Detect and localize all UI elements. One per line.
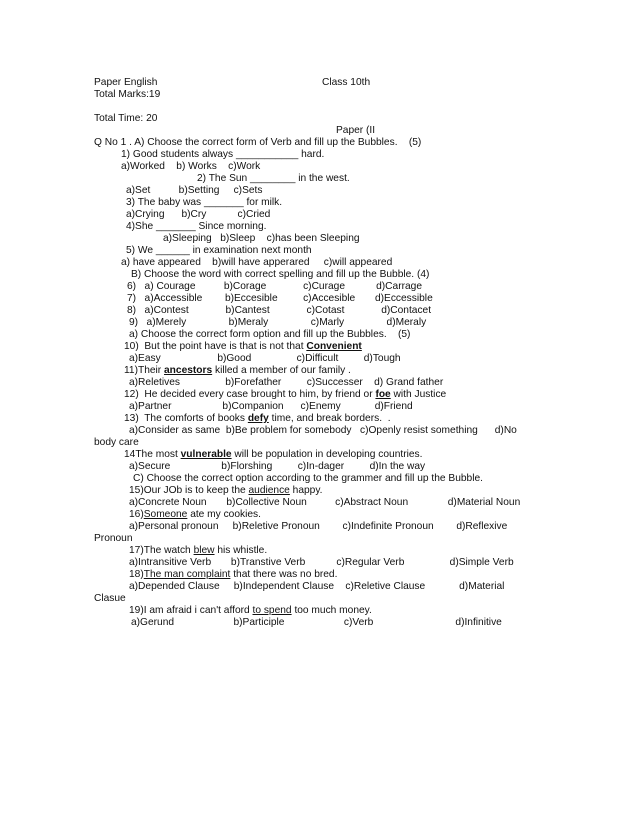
item-16-number: 16) [129,509,144,520]
item-10-keyword: Convenient [306,341,362,352]
question-1-heading: Q No 1 . A) Choose the correct form of Verb and fill up the Bubbles. (5) [94,137,422,148]
item-12-text: 12) He decided every case brought to him, by friend or [124,389,376,400]
question-c-heading: C) Choose the correct option according to the grammer and fill up the Bubble. [133,473,483,484]
item-11-keyword: ancestors [164,365,213,376]
item-12-options: a)Partner b)Companion c)Enemy d)Friend [129,401,413,412]
item-7: 7) a)Accessible b)Eccesible c)Accesible d)Eccessible [127,293,433,304]
item-5: 5) We ______ in examination next month [126,245,312,256]
paper-code: Paper (II [336,125,376,136]
item-11-options: a)Reletives b)Forefather c)Successer d) Grand father [129,377,444,388]
item-13-keyword: defy [247,413,269,424]
item-19-text-end: too much money. [291,605,372,616]
item-15-keyword: audience [248,485,290,496]
item-11-text-end: killed a member of our family . [212,365,351,376]
total-marks: Total Marks:19 [94,89,161,100]
item-13-text: 13) The comforts of books [124,413,248,424]
question-b-heading: B) Choose the word with correct spelling and fill up the Bubble. (4) [131,269,430,280]
item-3-options: a)Crying b)Cry c)Cried [126,209,271,220]
total-time: Total Time: 20 [94,113,158,124]
item-1: 1) Good students always ___________ hard. [121,149,325,160]
item-16-options: a)Personal pronoun b)Reletive Pronoun c)Indefinite Pronoun d)Reflexive [129,521,508,532]
item-13-text-end: time, and break borders. . [268,413,391,424]
item-5-options: a) have appeared b)will have apperared c)will appeared [121,257,393,268]
item-14 [124,449,422,461]
question-a2-heading: a) Choose the correct form option and fill up the Bubbles. (5) [129,329,411,340]
item-15-options: a)Concrete Noun b)Collective Noun c)Abstract Noun d)Material Noun [129,497,521,508]
paper-title: Paper English [94,77,158,88]
item-15-text-end: happy. [289,485,323,496]
item-17-keyword: blew [193,545,215,556]
item-18-text-end: that there was no bred. [230,569,338,580]
item-18-keyword: The man complaint [143,569,231,580]
item-14-text: 14The most [124,449,181,460]
item-14-text-end: will be population in developing countries. [231,449,423,460]
item-17 [129,545,267,557]
item-15 [129,485,323,497]
item-12-text-end: with Justice [390,389,447,400]
item-9: 9) a)Merely b)Meraly c)Marly d)Meraly [129,317,427,328]
item-19-text: 19)I am afraid i can't afford [129,605,253,616]
item-17-text: 17)The watch [129,545,194,556]
item-11-text: 11)Their [124,365,165,376]
item-10-text: 10) But the point have is that is not that [124,341,307,352]
item-13-options-cont: body care [94,437,139,448]
item-12 [124,389,446,401]
item-18-number: 18) [129,569,144,580]
item-12-keyword: foe [375,389,391,400]
item-19 [129,605,372,617]
item-10 [124,341,362,353]
item-19-keyword: to spend [252,605,292,616]
item-2-options: a)Set b)Setting c)Sets [126,185,263,196]
item-2: 2) The Sun ________ in the west. [197,173,350,184]
item-15-text: 15)Our JOb is to keep the [129,485,249,496]
item-11 [124,365,351,377]
class-label: Class 10th [322,77,371,88]
item-18-options: a)Depended Clause b)Independent Clause c)Reletive Clause d)Material [129,581,505,592]
item-4: 4)She _______ Since morning. [126,221,267,232]
item-16-text-end: ate my cookies. [187,509,261,520]
item-19-options: a)Gerund b)Participle c)Verb d)Infinitive [131,617,502,628]
item-4-options: a)Sleeping b)Sleep c)has been Sleeping [163,233,360,244]
item-3: 3) The baby was _______ for milk. [126,197,283,208]
item-16 [129,509,261,521]
item-16-keyword: Someone [143,509,188,520]
item-10-options: a)Easy b)Good c)Difficult d)Tough [129,353,401,364]
item-16-options-cont: Pronoun [94,533,133,544]
item-13-options: a)Consider as same b)Be problem for somebody c)Openly resist something d)No [129,425,517,436]
item-8: 8) a)Contest b)Cantest c)Cotast d)Contacet [127,305,432,316]
item-17-options: a)Intransitive Verb b)Transtive Verb c)Regular Verb d)Simple Verb [129,557,514,568]
item-1-options: a)Worked b) Works c)Work [121,161,261,172]
item-18 [129,569,337,581]
item-13 [124,413,391,425]
item-18-options-cont: Clasue [94,593,126,604]
item-14-keyword: vulnerable [180,449,232,460]
item-6: 6) a) Courage b)Corage c)Curage d)Carrage [127,281,422,292]
item-17-text-end: his whistle. [214,545,268,556]
item-14-options: a)Secure b)Florshing c)In-dager d)In the way [129,461,426,472]
